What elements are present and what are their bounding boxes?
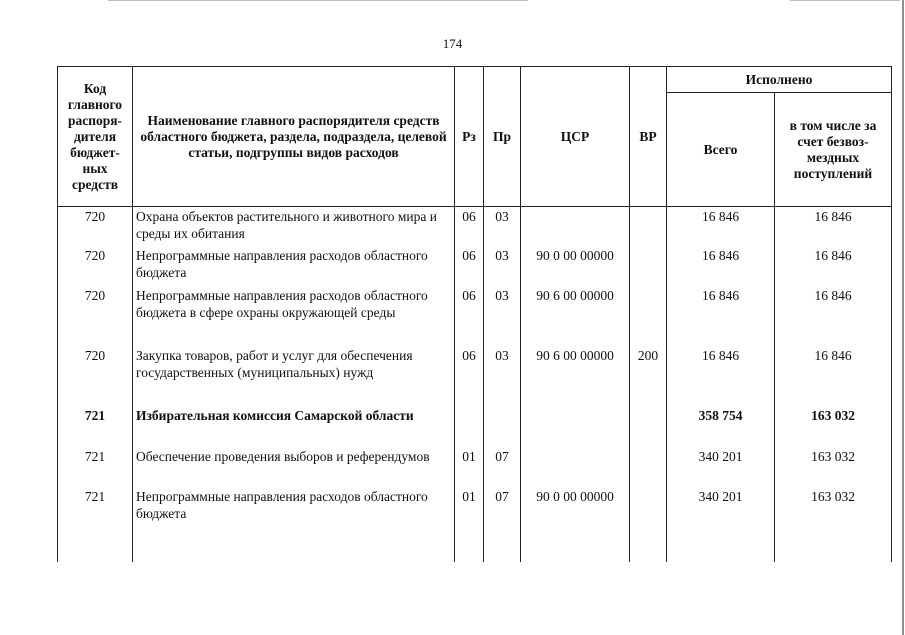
cell-csr: [521, 207, 630, 247]
cell-rz: 01: [455, 448, 484, 488]
cell-rz: 01: [455, 488, 484, 528]
cell-pr: 03: [484, 207, 521, 247]
header-pr: Пр: [484, 67, 521, 207]
cell-rz: [455, 407, 484, 448]
budget-table: [57, 66, 892, 562]
cell-code: 720: [58, 287, 133, 347]
cell-name: Охрана объектов растительного и животного мира и среды их обитания: [133, 207, 455, 247]
cell-csr: 90 6 00 00000: [521, 347, 630, 407]
header-rz: Рз: [455, 67, 484, 207]
cell-code: 720: [58, 207, 133, 247]
cell-free: 16 846: [775, 287, 892, 347]
cell-free: 163 032: [775, 407, 892, 448]
header-executed: Исполнено: [667, 67, 892, 93]
cell-csr: [521, 448, 630, 488]
cell-csr: 90 6 00 00000: [521, 287, 630, 347]
cell-code: 721: [58, 488, 133, 528]
cell-name: Непрограммные направления расходов областного бюджета: [133, 488, 455, 528]
table-continuation: [58, 528, 892, 562]
header-csr: ЦСР: [521, 67, 630, 207]
cell-total: 16 846: [667, 347, 775, 407]
cell-pr: 03: [484, 347, 521, 407]
cell-vr: [630, 407, 667, 448]
cell-pr: 07: [484, 488, 521, 528]
page-edge: [902, 0, 904, 635]
cell-code: 720: [58, 347, 133, 407]
table-row: [58, 247, 892, 287]
cell-name: Избирательная комиссия Самарской области: [133, 407, 455, 448]
table-row: [58, 488, 892, 528]
cell-csr: 90 0 00 00000: [521, 247, 630, 287]
cell-vr: [630, 207, 667, 247]
top-scan-rule: [108, 0, 528, 1]
cell-pr: 03: [484, 247, 521, 287]
header-total: Всего: [667, 93, 775, 207]
cell-name: Непрограммные направления расходов областного бюджета: [133, 247, 455, 287]
cell-rz: 06: [455, 247, 484, 287]
cell-total: 358 754: [667, 407, 775, 448]
cell-pr: 07: [484, 448, 521, 488]
page-number: 174: [442, 36, 463, 51]
header-free: в том числе за счет безвоз-мездных поступлений: [775, 93, 892, 207]
cell-rz: 06: [455, 347, 484, 407]
top-scan-rule: [790, 0, 900, 1]
cell-csr: [521, 407, 630, 448]
cell-vr: [630, 247, 667, 287]
cell-name: Обеспечение проведения выборов и референдумов: [133, 448, 455, 488]
cell-name: Закупка товаров, работ и услуг для обеспечения государственных (муниципальных) нужд: [133, 347, 455, 407]
table-row: [58, 347, 892, 407]
cell-free: 16 846: [775, 207, 892, 247]
cell-csr: 90 0 00 00000: [521, 488, 630, 528]
cell-total: 16 846: [667, 247, 775, 287]
cell-rz: 06: [455, 207, 484, 247]
cell-vr: [630, 448, 667, 488]
cell-vr: [630, 488, 667, 528]
cell-rz: 06: [455, 287, 484, 347]
cell-name: Непрограммные направления расходов областного бюджета в сфере охраны окружающей среды: [133, 287, 455, 347]
cell-free: 163 032: [775, 448, 892, 488]
cell-total: 16 846: [667, 207, 775, 247]
table-row: [58, 287, 892, 347]
cell-code: 721: [58, 448, 133, 488]
table-row: [58, 207, 892, 247]
table-row: [58, 448, 892, 488]
header-code: Код главного распоря-дителя бюджет-ных средств: [58, 67, 133, 207]
header-vr: ВР: [630, 67, 667, 207]
cell-vr: [630, 287, 667, 347]
header-name: Наименование главного распорядителя средств областного бюджета, раздела, подраздела, целевой статьи, подгруппы видов расходов: [133, 67, 455, 207]
cell-pr: [484, 407, 521, 448]
cell-total: 340 201: [667, 488, 775, 528]
table-row: [58, 407, 892, 448]
cell-free: 16 846: [775, 247, 892, 287]
cell-pr: 03: [484, 287, 521, 347]
cell-code: 720: [58, 247, 133, 287]
cell-total: 340 201: [667, 448, 775, 488]
cell-vr: 200: [630, 347, 667, 407]
cell-code: 721: [58, 407, 133, 448]
cell-total: 16 846: [667, 287, 775, 347]
cell-free: 163 032: [775, 488, 892, 528]
cell-free: 16 846: [775, 347, 892, 407]
